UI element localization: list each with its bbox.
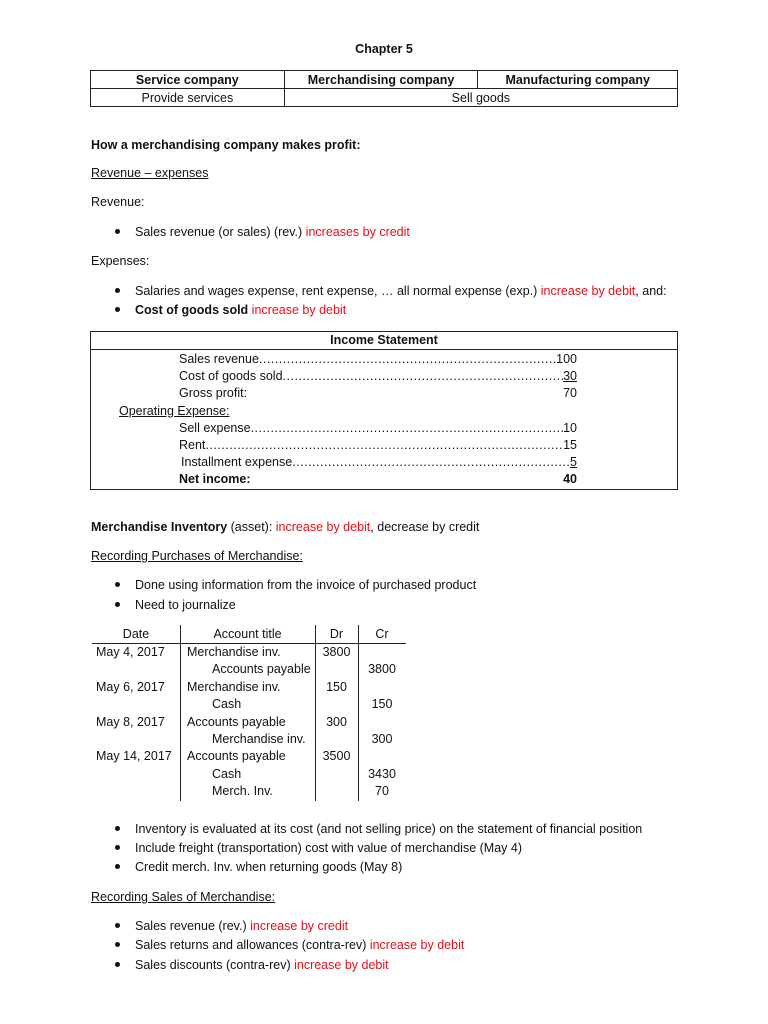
value: 30	[563, 369, 577, 383]
expense-bullet	[135, 283, 667, 299]
formula: Revenue – expenses	[91, 166, 209, 180]
header-dr: Dr	[329, 627, 344, 641]
journal-account: Merchandise inv.	[187, 679, 281, 694]
sales-bullet	[135, 918, 348, 934]
is-row	[179, 351, 577, 367]
label: Gross profit:	[179, 386, 248, 400]
label: Operating Expense:	[119, 404, 230, 418]
is-section	[119, 403, 517, 419]
bullet-icon	[115, 864, 120, 869]
purchases-heading: Recording Purchases of Merchandise:	[91, 549, 303, 563]
text: Sales discounts (contra-rev)	[135, 958, 295, 972]
expense-bullet	[135, 302, 346, 318]
bullet-icon	[115, 826, 120, 831]
note-bullet: Include freight (transportation) cost with value of merchandise (May 4)	[135, 841, 522, 855]
journal-date: May 14, 2017	[96, 749, 172, 764]
header-account: Account title	[213, 627, 282, 641]
journal-date: May 4, 2017	[96, 645, 165, 659]
is-row	[179, 368, 577, 384]
chapter-title: Chapter 5	[355, 42, 413, 56]
journal-cr: 150	[371, 697, 393, 712]
is-row	[179, 437, 577, 453]
text: Sales revenue (rev.)	[135, 919, 251, 933]
red-text: increases by credit	[305, 225, 410, 239]
text: Salaries and wages expense, rent expense, … all normal expense (exp.)	[135, 284, 541, 298]
header-date: Date	[122, 627, 150, 641]
bullet-icon	[115, 923, 120, 928]
expenses-label: Expenses:	[91, 254, 150, 268]
label: Cost of goods sold	[179, 369, 283, 383]
value: 100	[556, 352, 577, 366]
label: Installment expense	[181, 455, 293, 469]
text: Sales returns and allowances (contra-rev)	[135, 938, 370, 952]
purchase-bullet: Need to journalize	[135, 598, 236, 612]
journal-date: May 8, 2017	[96, 714, 165, 729]
is-row	[179, 385, 577, 401]
value: 10	[563, 421, 577, 435]
text: (asset):	[227, 520, 276, 534]
is-row	[179, 471, 577, 487]
note-bullet: Inventory is evaluated at its cost (and not selling price) on the statement of financial position	[135, 822, 643, 836]
journal-account: Cash	[212, 697, 242, 712]
header-manufacturing: Manufacturing company	[478, 71, 678, 89]
value: 70	[563, 386, 577, 400]
income-statement	[90, 331, 678, 490]
journal-dr: 3500	[322, 749, 351, 764]
is-row	[179, 420, 577, 436]
note-bullet: Credit merch. Inv. when returning goods (May 8)	[135, 860, 403, 874]
bullet-icon	[115, 602, 120, 607]
company-types-table	[90, 70, 678, 107]
bullet-icon	[115, 962, 120, 967]
journal-account: Merch. Inv.	[212, 784, 273, 799]
header-merchandising: Merchandising company	[284, 71, 478, 89]
red-text: increase by credit	[250, 919, 349, 933]
red-text: increase by debit	[369, 938, 465, 952]
bullet-icon	[115, 582, 120, 587]
text: , decrease by credit	[370, 520, 480, 534]
revenue-bullet	[135, 224, 410, 240]
inventory-line	[91, 519, 479, 535]
journal-cr: 300	[371, 732, 393, 746]
journal-date: May 6, 2017	[96, 679, 165, 694]
journal-account: Accounts payable	[212, 662, 311, 677]
bold-text: Merchandise Inventory	[91, 520, 228, 534]
label: Rent	[179, 438, 206, 452]
header-service: Service company	[91, 71, 285, 89]
journal-account: Accounts payable	[187, 749, 286, 764]
is-row	[181, 454, 577, 470]
journal-account: Accounts payable	[187, 714, 286, 729]
bullet-icon	[115, 307, 120, 312]
label: Sales revenue	[179, 352, 259, 366]
sales-heading: Recording Sales of Merchandise:	[91, 890, 276, 904]
profit-heading: How a merchandising company makes profit:	[91, 138, 361, 152]
revenue-label: Revenue:	[91, 195, 145, 209]
value: 15	[563, 438, 577, 452]
red-text: increase by debit	[251, 303, 347, 317]
journal-account: Cash	[212, 766, 242, 781]
journal-dr: 3800	[322, 645, 351, 659]
income-statement-title: Income Statement	[91, 332, 677, 350]
red-text: increase by debit	[540, 284, 636, 298]
journal-cr: 3800	[368, 662, 396, 677]
sales-bullet	[135, 937, 464, 953]
value: 40	[563, 472, 577, 486]
cell-sell-goods: Sell goods	[284, 89, 677, 107]
journal-cr: 70	[375, 784, 389, 799]
header-cr: Cr	[375, 627, 389, 641]
bullet-icon	[115, 288, 120, 293]
label: Net income:	[179, 472, 251, 486]
text: Sales revenue (or sales) (rev.)	[135, 225, 306, 239]
journal-dr: 300	[326, 714, 347, 729]
label: Sell expense	[179, 421, 251, 435]
journal-account: Merchandise inv.	[212, 732, 306, 746]
cell-provide-services: Provide services	[91, 89, 285, 107]
bullet-icon	[115, 845, 120, 850]
bullet-icon	[115, 942, 120, 947]
journal-cr: 3430	[368, 766, 396, 781]
text: Cost of goods sold	[135, 303, 252, 317]
bullet-icon	[115, 229, 120, 234]
journal-account: Merchandise inv.	[187, 645, 281, 659]
red-text: increase by debit	[294, 958, 389, 972]
red-text: increase by debit	[275, 520, 371, 534]
journal-dr: 150	[326, 679, 347, 694]
sales-bullet	[135, 957, 389, 973]
text: , and:	[635, 284, 667, 298]
value: 5	[570, 455, 577, 469]
purchase-bullet: Done using information from the invoice of purchased product	[135, 578, 477, 592]
